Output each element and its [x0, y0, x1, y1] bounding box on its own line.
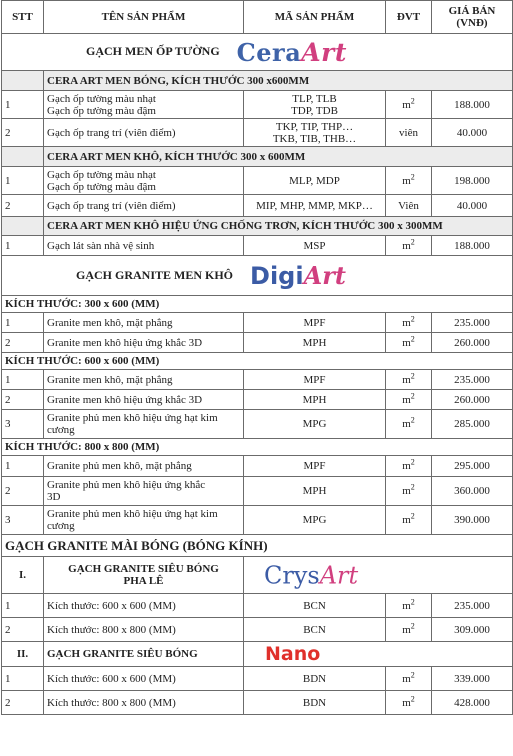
- unit-text: m: [402, 316, 411, 329]
- row-unit: [386, 594, 432, 618]
- row-stt: 3: [2, 410, 44, 439]
- row-price: 390.000: [432, 506, 513, 535]
- row-price: 40.000: [432, 195, 513, 217]
- unit-sup: 2: [410, 171, 415, 181]
- row-stt: 2: [2, 477, 44, 506]
- table-row: [2, 410, 513, 439]
- unit-text: m: [402, 485, 411, 497]
- group-name: GẠCH GRANITE SIÊU BÓNG: [44, 642, 244, 667]
- row-name: Gạch ốp trang trí (viên điểm): [44, 119, 244, 147]
- code-line: TDP, TDB: [291, 104, 338, 117]
- row-code: MSP: [244, 236, 386, 256]
- subsection-row: [2, 71, 513, 91]
- row-unit: [386, 91, 432, 119]
- unit-text: m: [402, 599, 411, 612]
- row-code: MPF: [244, 456, 386, 477]
- logo-part: Crys: [264, 561, 320, 590]
- unit-sup: 2: [410, 313, 415, 323]
- table-row: [2, 167, 513, 195]
- row-price: 260.000: [432, 333, 513, 353]
- header-stt: STT: [2, 1, 44, 34]
- table-row: [2, 195, 513, 217]
- table-row: [2, 506, 513, 535]
- row-name: Gạch ốp trang trí (viên điểm): [44, 195, 244, 217]
- header-row: [2, 1, 513, 34]
- row-price: 428.000: [432, 691, 513, 715]
- row-price: 309.000: [432, 618, 513, 642]
- row-stt: 2: [2, 119, 44, 147]
- name-line: cương: [47, 520, 75, 532]
- row-code: MIP, MHP, MMP, MKP…: [244, 195, 386, 217]
- table-row: [2, 91, 513, 119]
- table-row: [2, 477, 513, 506]
- name-line: Granite phủ men khô hiệu ứng hạt kim: [47, 508, 218, 520]
- row-name: Granite men khô hiệu ứng khắc 3D: [44, 333, 244, 353]
- row-code: BDN: [244, 691, 386, 715]
- name-line: Gạch ốp tường màu đậm: [47, 180, 156, 193]
- row-unit: Viên: [386, 195, 432, 217]
- row-stt: 1: [2, 667, 44, 691]
- size-title: KÍCH THƯỚC: 800 x 800 (MM): [2, 439, 513, 456]
- row-code: MPF: [244, 313, 386, 333]
- group-name-line: PHA LÊ: [123, 575, 164, 587]
- row-name: Kích thước: 600 x 600 (MM): [44, 667, 244, 691]
- unit-text: m: [402, 174, 411, 187]
- size-title: KÍCH THƯỚC: 600 x 600 (MM): [2, 353, 513, 370]
- name-line: Granite phủ men khô hiệu ứng hạt kim: [47, 412, 218, 424]
- crys-art-logo-cell: [244, 557, 513, 594]
- section-title-cell: [2, 34, 513, 71]
- section-row: [2, 535, 513, 557]
- unit-sup: 2: [410, 596, 415, 606]
- row-code: MPH: [244, 390, 386, 410]
- table-row: [2, 333, 513, 353]
- row-price: 285.000: [432, 410, 513, 439]
- row-price: 235.000: [432, 313, 513, 333]
- section-row: [2, 34, 513, 71]
- row-unit: [386, 370, 432, 390]
- subsection-title: CERA ART MEN KHÔ HIỆU ỨNG CHỐNG TRƠN, KÍCH THƯỚC 300 x 300MM: [44, 217, 513, 236]
- unit-text: m: [402, 514, 411, 526]
- row-unit: [386, 506, 432, 535]
- row-code: BDN: [244, 667, 386, 691]
- unit-text: m: [402, 239, 411, 252]
- unit-sup: 2: [410, 693, 415, 703]
- size-row: [2, 296, 513, 313]
- row-unit: [386, 410, 432, 439]
- nano-logo: Nano: [265, 643, 321, 666]
- name-line: Gạch ốp tường màu nhạt: [47, 168, 156, 181]
- row-name: Kích thước: 600 x 600 (MM): [44, 594, 244, 618]
- unit-sup: 2: [410, 390, 415, 400]
- subsection-title: CERA ART MEN KHÔ, KÍCH THƯỚC 300 x 600MM: [44, 147, 513, 167]
- row-unit: [386, 390, 432, 410]
- unit-text: m: [402, 336, 411, 349]
- row-stt: 2: [2, 618, 44, 642]
- subsection-row: [2, 217, 513, 236]
- row-unit: [386, 313, 432, 333]
- group-name-line: GẠCH GRANITE SIÊU BÓNG: [68, 563, 219, 575]
- row-stt: 2: [2, 333, 44, 353]
- row-code: BCN: [244, 618, 386, 642]
- section-row: [2, 256, 513, 296]
- size-row: [2, 353, 513, 370]
- row-code: [244, 119, 386, 147]
- row-name: Granite men khô, mặt phẳng: [44, 313, 244, 333]
- table-row: [2, 667, 513, 691]
- row-stt: 2: [2, 390, 44, 410]
- name-line: Gạch ốp tường màu đậm: [47, 104, 156, 117]
- row-unit: viên: [386, 119, 432, 147]
- row-name: Granite men khô hiệu ứng khắc 3D: [44, 390, 244, 410]
- row-unit: [386, 667, 432, 691]
- group-row: [2, 557, 513, 594]
- subsection-row: [2, 147, 513, 167]
- row-stt: 1: [2, 594, 44, 618]
- digi-art-logo: [250, 262, 346, 290]
- table-row: [2, 370, 513, 390]
- unit-sup: 2: [410, 482, 415, 492]
- code-line: TKB, TIB, THB…: [272, 132, 357, 145]
- header-name: TÊN SẢN PHẨM: [44, 1, 244, 34]
- row-unit: [386, 477, 432, 506]
- row-stt: 1: [2, 456, 44, 477]
- unit-text: m: [402, 696, 411, 709]
- row-code: MLP, MDP: [244, 167, 386, 195]
- group-name: [44, 557, 244, 594]
- unit-sup: 2: [410, 333, 415, 343]
- section-title-cell: [2, 256, 513, 296]
- unit-sup: 2: [410, 415, 415, 425]
- logo-part: Cera: [236, 37, 302, 67]
- unit-sup: 2: [410, 669, 415, 679]
- row-unit: [386, 691, 432, 715]
- unit-sup: 2: [410, 95, 415, 105]
- unit-text: m: [402, 623, 411, 636]
- logo-script-part: Art: [301, 37, 347, 67]
- unit-sup: 2: [410, 236, 415, 246]
- table-row: [2, 691, 513, 715]
- row-code: MPH: [244, 477, 386, 506]
- nano-logo-cell: [244, 642, 513, 667]
- unit-sup: 2: [410, 511, 415, 521]
- row-stt: 1: [2, 91, 44, 119]
- row-price: 260.000: [432, 390, 513, 410]
- row-price: 339.000: [432, 667, 513, 691]
- name-line: cương: [47, 424, 75, 436]
- row-name: Kích thước: 800 x 800 (MM): [44, 691, 244, 715]
- row-price: 235.000: [432, 370, 513, 390]
- row-unit: [386, 618, 432, 642]
- row-name: [44, 477, 244, 506]
- row-code: MPH: [244, 333, 386, 353]
- section-title: GẠCH GRANITE MEN KHÔ: [76, 267, 234, 282]
- row-name: Gạch lát sàn nhà vệ sinh: [44, 236, 244, 256]
- header-price: [432, 1, 513, 34]
- unit-text: m: [402, 672, 411, 685]
- table-row: [2, 390, 513, 410]
- group-stt: II.: [2, 642, 44, 667]
- cera-art-logo: [237, 38, 347, 67]
- logo-part: Digi: [250, 262, 304, 291]
- code-line: TLP, TLB: [292, 92, 337, 105]
- header-unit: ĐVT: [386, 1, 432, 34]
- row-code: MPF: [244, 370, 386, 390]
- row-price: 40.000: [432, 119, 513, 147]
- table-row: [2, 594, 513, 618]
- unit-text: m: [402, 373, 411, 386]
- row-price: 235.000: [432, 594, 513, 618]
- row-name: [44, 506, 244, 535]
- table-row: [2, 236, 513, 256]
- row-price: 295.000: [432, 456, 513, 477]
- name-line: 3D: [47, 491, 61, 503]
- unit-sup: 2: [410, 620, 415, 630]
- code-line: TKP, TIP, THP…: [275, 120, 354, 133]
- row-stt: 3: [2, 506, 44, 535]
- row-stt: 1: [2, 167, 44, 195]
- row-name: Granite phủ men khô, mặt phẳng: [44, 456, 244, 477]
- row-unit: [386, 167, 432, 195]
- unit-sup: 2: [410, 370, 415, 380]
- group-stt: I.: [2, 557, 44, 594]
- table-row: [2, 456, 513, 477]
- row-stt: 1: [2, 370, 44, 390]
- row-code: MPG: [244, 410, 386, 439]
- row-price: 188.000: [432, 236, 513, 256]
- logo-script-part: Art: [303, 261, 346, 291]
- row-code: [244, 91, 386, 119]
- unit-sup: 2: [410, 457, 415, 467]
- section-title: GẠCH GRANITE MÀI BÓNG (BÓNG KÍNH): [2, 535, 513, 557]
- header-price-line1: GIÁ BÁN: [448, 5, 496, 17]
- row-name: [44, 91, 244, 119]
- row-name: Kích thước: 800 x 800 (MM): [44, 618, 244, 642]
- row-name: Granite men khô, mặt phẳng: [44, 370, 244, 390]
- row-stt: 2: [2, 691, 44, 715]
- row-stt: 1: [2, 236, 44, 256]
- table-row: [2, 119, 513, 147]
- row-code: BCN: [244, 594, 386, 618]
- row-unit: [386, 333, 432, 353]
- row-price: 360.000: [432, 477, 513, 506]
- section-title: GẠCH MEN ỐP TƯỜNG: [86, 44, 220, 59]
- size-title: KÍCH THƯỚC: 300 x 600 (MM): [2, 296, 513, 313]
- row-price: 188.000: [432, 91, 513, 119]
- price-table: [1, 0, 513, 715]
- group-row: [2, 642, 513, 667]
- table-row: [2, 618, 513, 642]
- row-stt: 2: [2, 195, 44, 217]
- row-name: [44, 167, 244, 195]
- name-line: Gạch ốp tường màu nhạt: [47, 92, 156, 105]
- subsection-title: CERA ART MEN BÓNG, KÍCH THƯỚC 300 x600MM: [44, 71, 513, 91]
- size-row: [2, 439, 513, 456]
- row-stt: 1: [2, 313, 44, 333]
- row-unit: [386, 236, 432, 256]
- unit-text: m: [402, 98, 411, 111]
- unit-text: m: [402, 418, 411, 430]
- row-name: [44, 410, 244, 439]
- header-code: MÃ SẢN PHẨM: [244, 1, 386, 34]
- logo-script-part: Art: [319, 561, 359, 590]
- name-line: Granite phủ men khô hiệu ứng khắc: [47, 479, 206, 491]
- table-row: [2, 313, 513, 333]
- unit-text: m: [402, 460, 411, 472]
- row-price: 198.000: [432, 167, 513, 195]
- crys-art-logo: [264, 561, 358, 589]
- unit-text: m: [402, 393, 411, 406]
- header-price-line2: (VNĐ): [456, 17, 488, 29]
- row-code: MPG: [244, 506, 386, 535]
- row-unit: [386, 456, 432, 477]
